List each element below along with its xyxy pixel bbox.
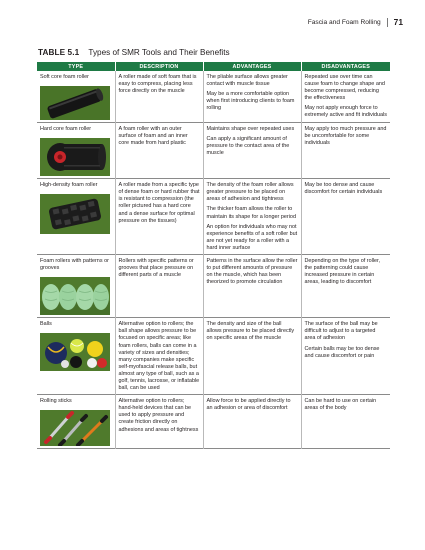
header-divider (387, 18, 388, 27)
table-title: Types of SMR Tools and Their Benefits (88, 48, 230, 57)
disadvantage-text: May not apply enough force to extremely active and fit individuals (304, 105, 388, 119)
advantages-cell (203, 71, 301, 123)
disadvantages-cell (301, 318, 390, 395)
type-cell (37, 395, 115, 449)
type-name: Hard core foam roller (40, 126, 92, 133)
advantage-text: Allow force to be applied directly to an adhesion or area of discomfort (206, 398, 291, 412)
advantage-text: The density and size of the ball allows pressure to be placed directly on specific areas of the muscle (206, 321, 295, 342)
hard-core-roller-photo (40, 138, 110, 176)
description-cell (115, 318, 203, 395)
type-cell (37, 318, 115, 395)
disadvantages-cell (301, 255, 390, 318)
type-cell (37, 255, 115, 318)
advantage-text: Maintains shape over repeated uses (206, 126, 295, 133)
type-name: Balls (40, 321, 52, 328)
disadvantages-cell (301, 179, 390, 255)
advantages-cell (203, 318, 301, 395)
grooved-rollers-photo (40, 277, 110, 315)
description-text: Alternative option to rollers; hand-held devices that can be used to apply pressure and create friction directly on adhesions and areas of tightness (118, 398, 199, 433)
advantages-cell (203, 123, 301, 179)
table-row (37, 395, 390, 449)
description-cell (115, 255, 203, 318)
table-label: TABLE 5.1 (38, 48, 80, 57)
type-cell (37, 71, 115, 123)
disadvantages-cell (301, 71, 390, 123)
advantages-cell (203, 395, 301, 449)
type-name: Rolling sticks (40, 398, 72, 405)
disadvantage-text: May be too dense and cause discomfort for certain individuals (304, 182, 383, 196)
disadvantages-cell (301, 123, 390, 179)
advantage-text: The pliable surface allows greater contact with muscle tissue (206, 74, 288, 88)
advantage-text: Patterns in the surface allow the roller to put different amounts of pressure on the muscle, which has been theorized to promote circulation (206, 258, 298, 286)
advantage-text: The thicker foam allows the roller to maintain its shape for a longer period (206, 206, 296, 220)
description-text: Rollers with specific patterns or grooves that place pressure on different parts of a muscle (118, 258, 194, 279)
description-text: A roller made of soft foam that is easy to compress, placing less force directly on the muscle (118, 74, 197, 95)
page-number: 71 (393, 17, 403, 27)
description-text: A foam roller with an outer surface of foam and an inner core made from hard plastic (118, 126, 188, 147)
advantage-text: May be a more comfortable option when first introducing clients to foam rolling (206, 91, 295, 112)
disadvantages-cell (301, 395, 390, 449)
description-cell (115, 123, 203, 179)
disadvantage-text: The surface of the ball may be difficult to adjust to a targeted area of adhesion (304, 321, 378, 342)
description-cell (115, 395, 203, 449)
rolling-sticks-photo (40, 410, 110, 446)
description-cell (115, 179, 203, 255)
description-text: A roller made from a specific type of dense foam or hard rubber that is resistant to compression (the roller pictured has a hard core and a dense surface for optimal pressure on the tissues) (118, 182, 200, 224)
table-row (37, 71, 390, 123)
disadvantage-text: May apply too much pressure and be uncomfortable for some individuals (304, 126, 387, 147)
table-row (37, 255, 390, 318)
running-title: Fascia and Foam Rolling (307, 18, 381, 26)
disadvantage-text: Repeated use over time can cause foam to change shape and become compressed, reducing the effectiveness (304, 74, 385, 102)
description-cell (115, 71, 203, 123)
type-cell (37, 179, 115, 255)
type-name: High-density foam roller (40, 182, 98, 189)
type-cell (37, 123, 115, 179)
disadvantage-text: Can be hard to use on certain areas of the body (304, 398, 377, 412)
table-header-row (37, 62, 390, 71)
assorted-balls-photo (40, 333, 110, 371)
table-row (37, 123, 390, 179)
table-row (37, 179, 390, 255)
description-text: Alternative option to rollers; the ball shape allows pressure to be focused on specific areas; like foam rollers, balls can come in a variety of sizes and densities; many companies make specific self-myofascial release balls, but almost any type of ball, such as a golf, tennis, lacrosse, or inflatable ball, can be used (118, 321, 200, 392)
advantage-text: Can apply a significant amount of pressure to the contact area of the muscle (206, 136, 290, 157)
running-head (308, 17, 403, 27)
high-density-roller-photo (40, 194, 110, 234)
table-caption (38, 48, 230, 57)
advantage-text: The density of the foam roller allows greater pressure to be placed on areas of adhesion and tightness (206, 182, 294, 203)
advantages-cell (203, 255, 301, 318)
soft-foam-roller-photo (40, 86, 110, 120)
type-name: Soft core foam roller (40, 74, 89, 80)
advantage-text: An option for individuals who may not experience benefits of a soft roller but are not yet ready for a roller with a hard inner surface (206, 223, 298, 251)
table-row (37, 318, 390, 395)
smr-tools-table (37, 62, 390, 449)
column-header-description: DESCRIPTION (115, 62, 203, 71)
disadvantage-text: Certain balls may be too dense and cause discomfort or pain (304, 345, 380, 359)
column-header-type: TYPE (37, 62, 115, 71)
column-header-advantages: ADVANTAGES (203, 62, 301, 71)
column-header-disadvantages: DISADVANTAGES (301, 62, 390, 71)
type-name: Foam rollers with patterns or grooves (40, 258, 109, 272)
advantages-cell (203, 179, 301, 255)
disadvantage-text: Depending on the type of roller, the patterning could cause increased pressure in certain areas, leading to discomfort (304, 258, 381, 286)
